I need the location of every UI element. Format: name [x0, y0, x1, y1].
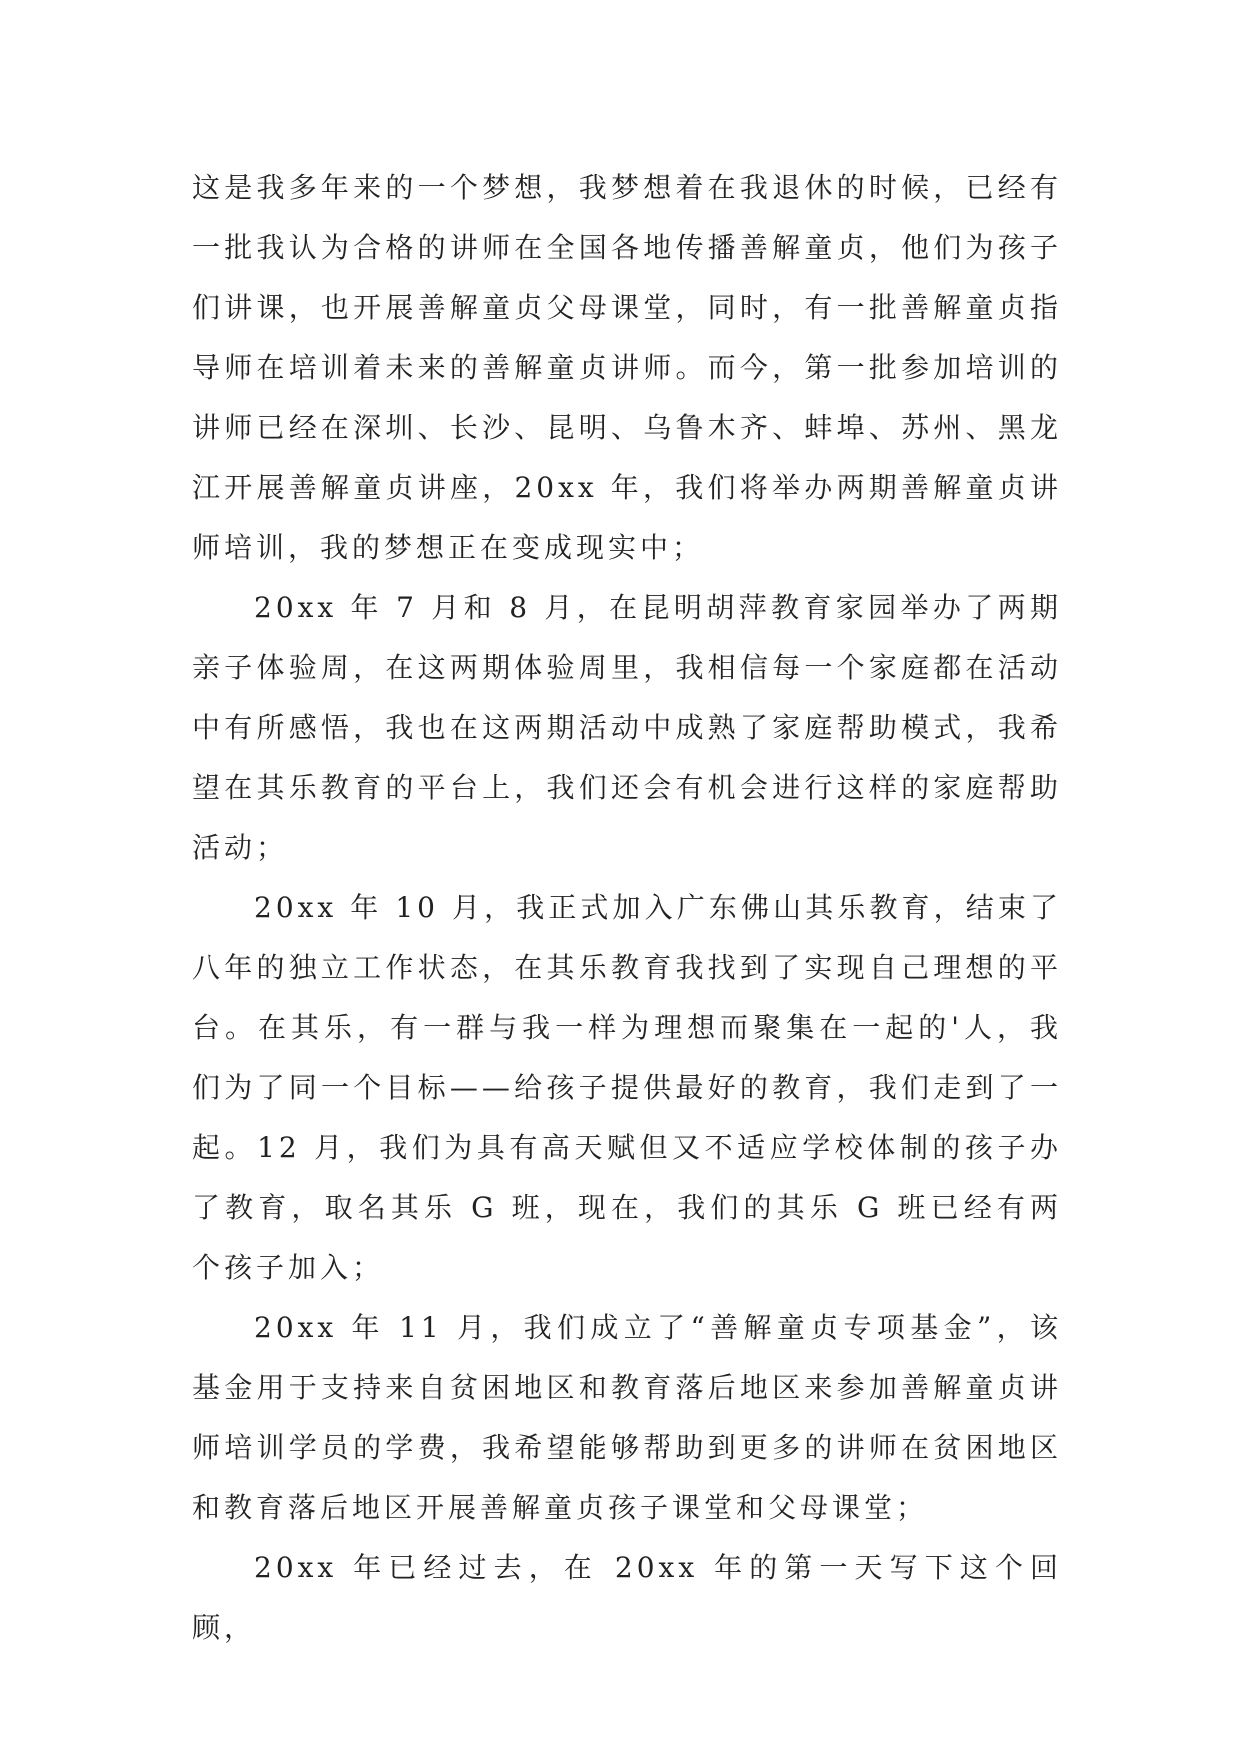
paragraph-joined-qile: 20xx 年 10 月，我正式加入广东佛山其乐教育，结束了八年的独立工作状态，在其乐教育我找到了实现自己理想的平台。在其乐，有一群与我一样为理想而聚集在一起的'人，我们为了同一个目标——给孩子提供最好的教育，我们走到了一起。12 月，我们为具有高天赋但又不适应学校体制的孩子办了教育，取名其乐 G 班，现在，我们的其乐 G 班已经有两个孩子加入； — [192, 891, 1062, 1284]
paragraph-family-week: 20xx 年 7 月和 8 月，在昆明胡萍教育家园举办了两期亲子体验周，在这两期体验周里，我相信每一个家庭都在活动中有所感悟，我也在这两期活动中成熟了家庭帮助模式，我希望在其乐教育的平台上，我们还会有机会进行这样的家庭帮助活动； — [192, 591, 1062, 864]
paragraph-special-fund: 20xx 年 11 月，我们成立了“善解童贞专项基金”，该基金用于支持来自贫困地区和教育落后地区来参加善解童贞讲师培训学员的学费，我希望能够帮助到更多的讲师在贫困地区和教育落后地区开展善解童贞孩子课堂和父母课堂； — [192, 1311, 1062, 1524]
document-body — [192, 158, 1062, 1658]
paragraph-dream: 这是我多年来的一个梦想，我梦想着在我退休的时候，已经有一批我认为合格的讲师在全国各地传播善解童贞，他们为孩子们讲课，也开展善解童贞父母课堂，同时，有一批善解童贞指导师在培训着未来的善解童贞讲师。而今，第一批参加培训的讲师已经在深圳、长沙、昆明、乌鲁木齐、蚌埠、苏州、黑龙江开展善解童贞讲座，20xx 年，我们将举办两期善解童贞讲师培训，我的梦想正在变成现实中； — [192, 171, 1062, 564]
paragraph-review: 20xx 年已经过去，在 20xx 年的第一天写下这个回顾， — [192, 1551, 1062, 1644]
